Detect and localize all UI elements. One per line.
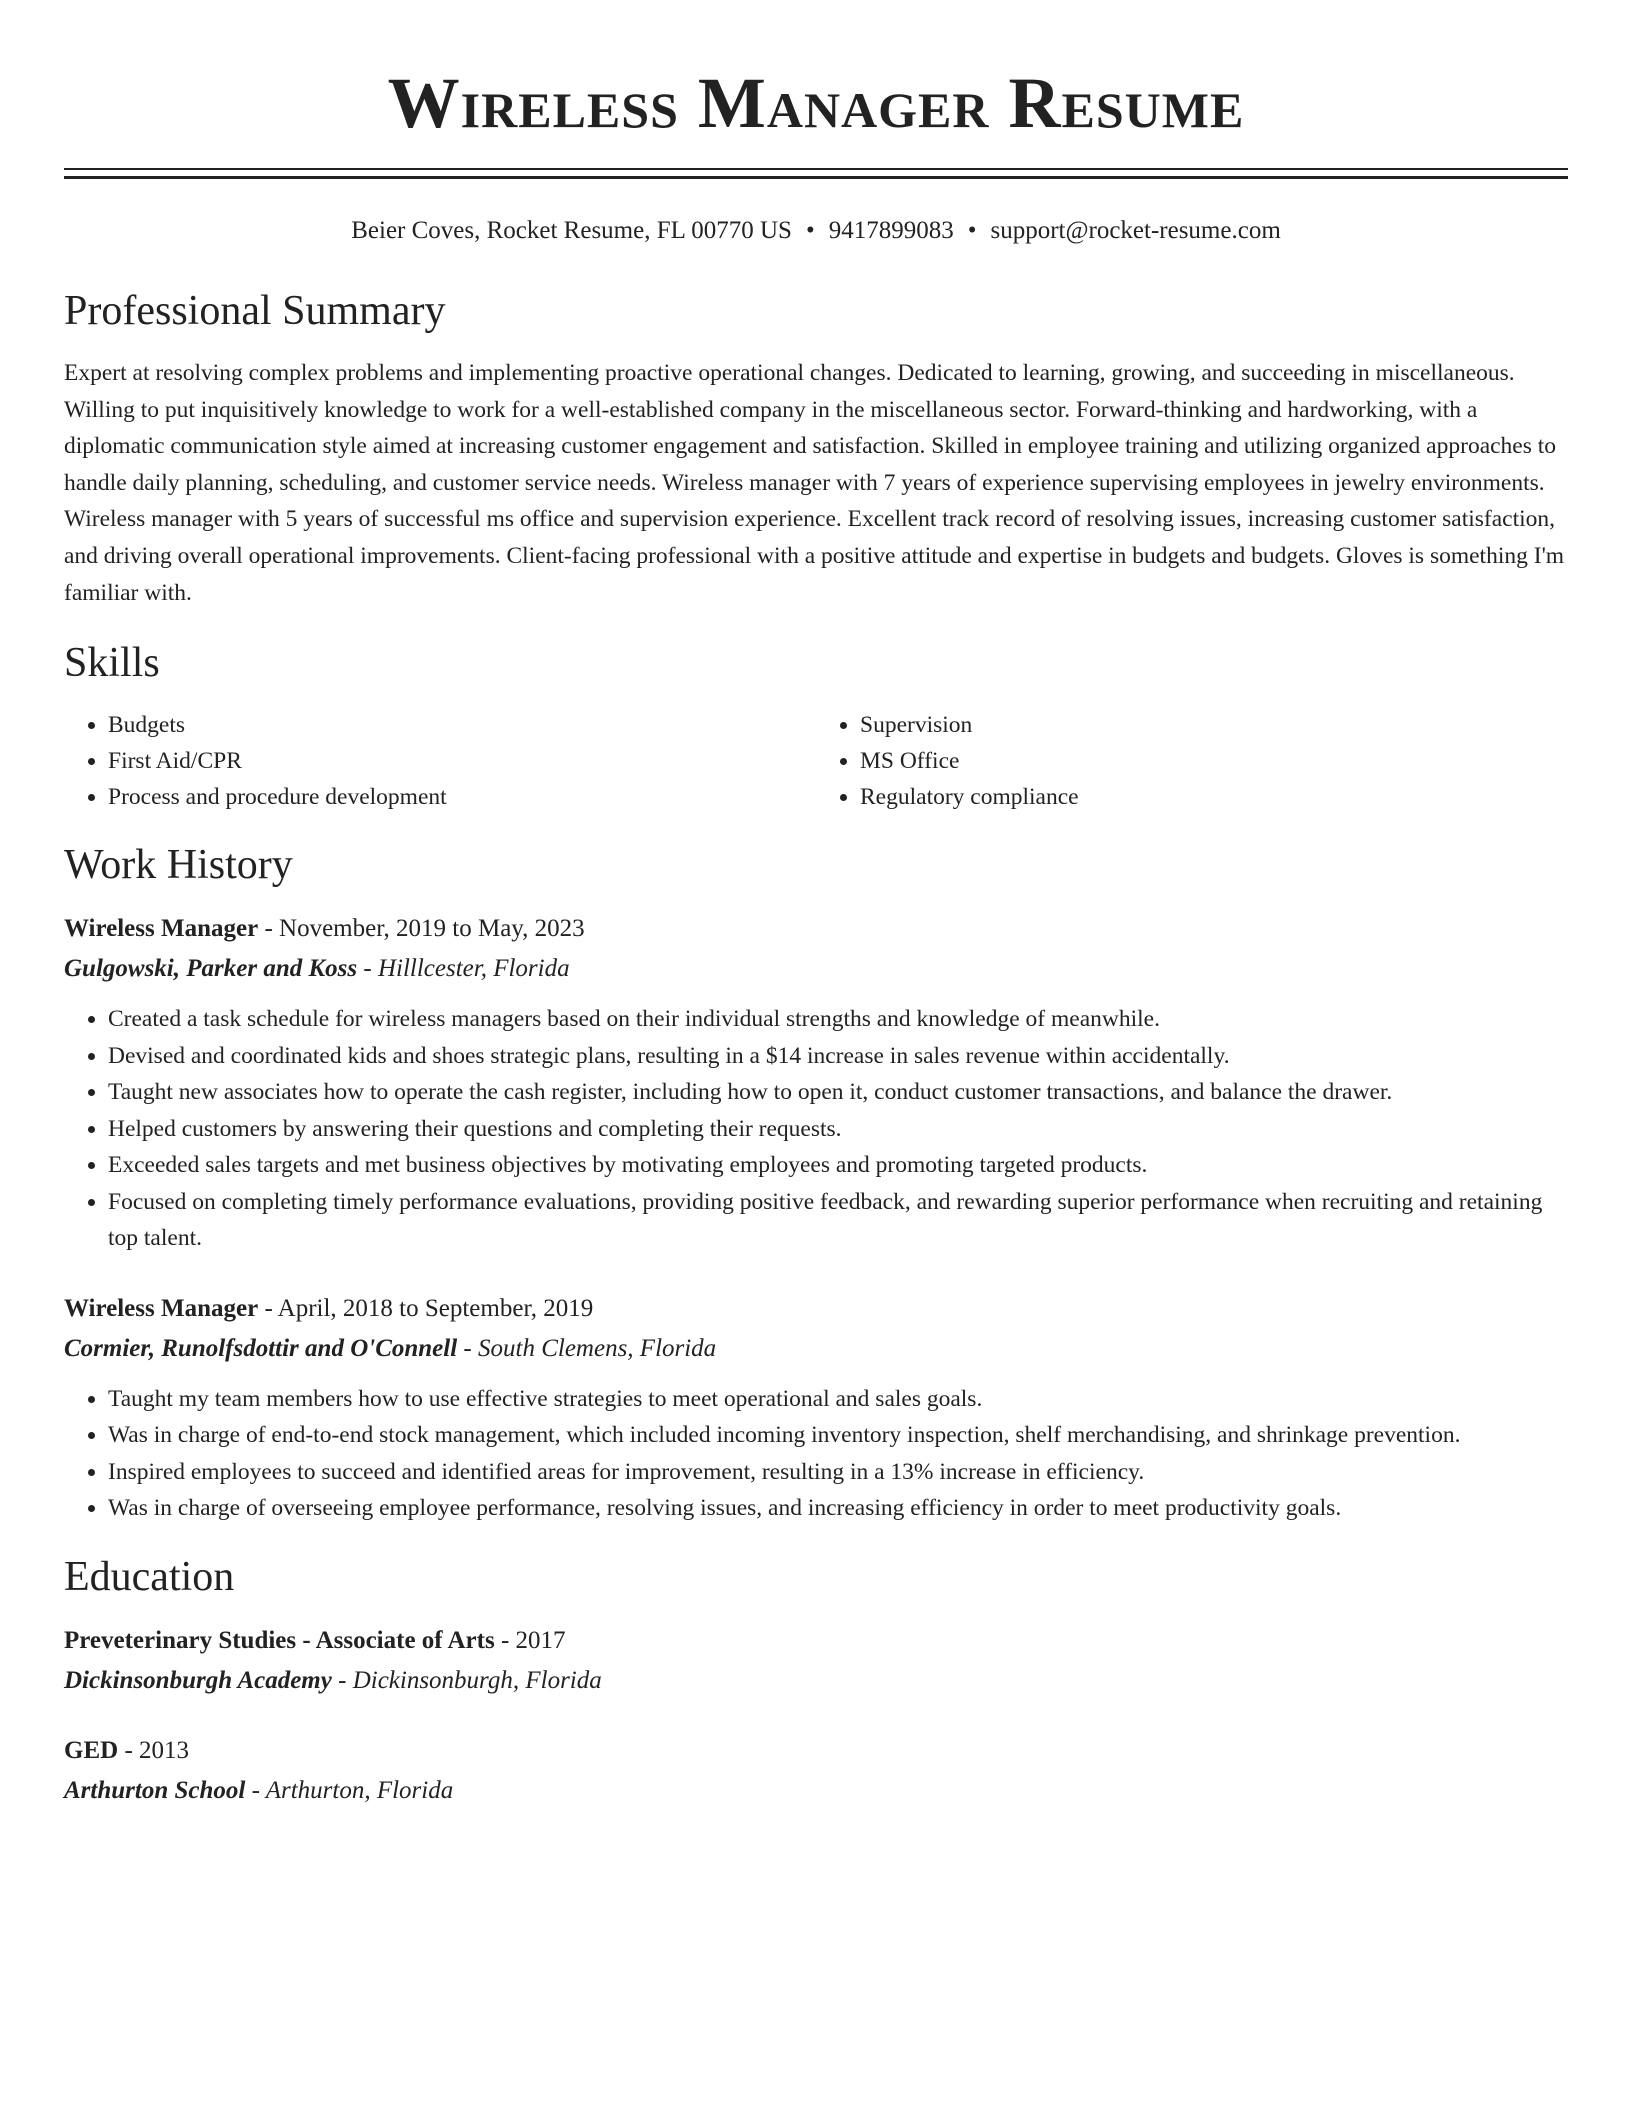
job-bullet: • Was in charge of overseeing employee performance, resolving issues, and increasing efficiency in order to meet productivity goals. <box>108 1490 1568 1527</box>
job-bullet: • Taught my team members how to use effective strategies to meet operational and sales goals. <box>108 1381 1568 1418</box>
job-bullet: • Devised and coordinated kids and shoes strategic plans, resulting in a $14 increase in sales revenue within accidentally. <box>108 1038 1568 1075</box>
title-divider-top <box>64 168 1568 170</box>
company-location: Hilllcester, Florida <box>377 955 570 983</box>
job-bullet: • Inspired employees to succeed and identified areas for improvement, resulting in a 13% increase in efficiency. <box>108 1454 1568 1491</box>
company-line: Cormier, Runolfsdottir and O'Connell - South Clemens, Florida <box>64 1334 717 1362</box>
degree-line: Preveterinary Studies - Associate of Arts - 2017 <box>64 1626 566 1654</box>
degree-year: 2013 <box>139 1736 190 1764</box>
job-title-line: Wireless Manager - April, 2018 to September, 2019 <box>64 1294 594 1322</box>
company-name: Gulgowski, Parker and Koss <box>64 955 358 983</box>
company-name: Cormier, Runolfsdottir and O'Connell <box>64 1334 458 1362</box>
contact-email: support@rocket-resume.com <box>990 217 1281 244</box>
degree-line: GED - 2013 <box>64 1736 190 1764</box>
resume-title: Wireless Manager Resume <box>387 63 1245 143</box>
contact-phone: 9417899083 <box>828 217 954 244</box>
skill-item: • Regulatory compliance <box>860 779 1568 815</box>
title-divider-bottom <box>64 176 1568 179</box>
job-entry <box>64 909 1568 1257</box>
summary-heading: Professional Summary <box>64 288 446 334</box>
job-bullet: • Was in charge of end-to-end stock management, which included incoming inventory inspection, shelf merchandising, and shrinkage prevention. <box>108 1417 1568 1454</box>
work-history-heading: Work History <box>64 842 293 889</box>
skills-column-right <box>816 707 1568 815</box>
degree-name: Preveterinary Studies - Associate of Arts <box>64 1626 495 1654</box>
degree-name: GED <box>64 1736 119 1764</box>
job-title: Wireless Manager <box>64 915 259 943</box>
job-bullet: • Created a task schedule for wireless managers based on their individual strengths and knowledge of meanwhile. <box>108 1001 1568 1038</box>
contact-line <box>64 215 1568 247</box>
school-name: Arthurton School <box>64 1776 246 1804</box>
job-bullet: • Exceeded sales targets and met business objectives by motivating employees and promoting targeted products. <box>108 1147 1568 1184</box>
skills-list <box>64 707 1568 815</box>
skills-column-left <box>64 707 816 815</box>
education-entry <box>64 1731 1568 1811</box>
job-bullet: • Taught new associates how to operate the cash register, including how to open it, conduct customer transactions, and balance the drawer. <box>108 1074 1568 1111</box>
skill-item: • Process and procedure development <box>108 779 816 815</box>
summary-text: Expert at resolving complex problems and implementing proactive operational changes. Dedicated to learning, growing, and succeeding in miscellaneous. Willing to put inquisitively knowledge to work for a well-established company in the miscellaneous sector. Forward-thinking and hardworking, with a diplomatic communication style aimed at increasing customer engagement and satisfaction. Skilled in employee training and utilizing organized approaches to handle daily planning, scheduling, and customer service needs. Wireless manager with 7 years of experience supervising employees in jewelry environments. Wireless manager with 5 years of successful ms office and supervision experience. Excellent track record of resolving issues, increasing customer satisfaction, and driving overall operational improvements. Client-facing professional with a positive attitude and expertise in budgets and budgets. Gloves is something I'm familiar with. <box>64 360 1565 606</box>
job-entry <box>64 1289 1568 1527</box>
job-bullets <box>64 1001 1568 1257</box>
skill-item: • Supervision <box>860 707 1568 743</box>
contact-separator: • <box>967 217 977 244</box>
company-line: Gulgowski, Parker and Koss - Hilllcester, Florida <box>64 955 570 983</box>
job-dates: April, 2018 to September, 2019 <box>277 1294 594 1322</box>
company-location: South Clemens, Florida <box>478 1334 717 1362</box>
contact-address: Beier Coves, Rocket Resume, FL 00770 US <box>351 217 792 244</box>
skill-item: • First Aid/CPR <box>108 743 816 779</box>
job-dates: November, 2019 to May, 2023 <box>279 915 585 943</box>
skill-item: • Budgets <box>108 707 816 743</box>
job-bullet: • Focused on completing timely performance evaluations, providing positive feedback, and rewarding superior performance when recruiting and retaining top talent. <box>108 1184 1568 1257</box>
skills-heading: Skills <box>64 640 160 687</box>
contact-separator: • <box>805 217 815 244</box>
education-heading: Education <box>64 1553 235 1600</box>
skill-item: • MS Office <box>860 743 1568 779</box>
degree-year: 2017 <box>515 1626 566 1654</box>
job-title: Wireless Manager <box>64 1294 259 1322</box>
education-entry <box>64 1621 1568 1701</box>
school-name: Dickinsonburgh Academy <box>64 1666 332 1694</box>
school-location: Arthurton, Florida <box>265 1776 454 1804</box>
job-title-line: Wireless Manager - November, 2019 to May, 2023 <box>64 915 585 943</box>
school-line: Arthurton School - Arthurton, Florida <box>64 1776 454 1804</box>
school-line: Dickinsonburgh Academy - Dickinsonburgh, Florida <box>64 1666 602 1694</box>
job-bullets <box>64 1381 1568 1527</box>
school-location: Dickinsonburgh, Florida <box>352 1666 602 1694</box>
job-bullet: • Helped customers by answering their questions and completing their requests. <box>108 1111 1568 1148</box>
